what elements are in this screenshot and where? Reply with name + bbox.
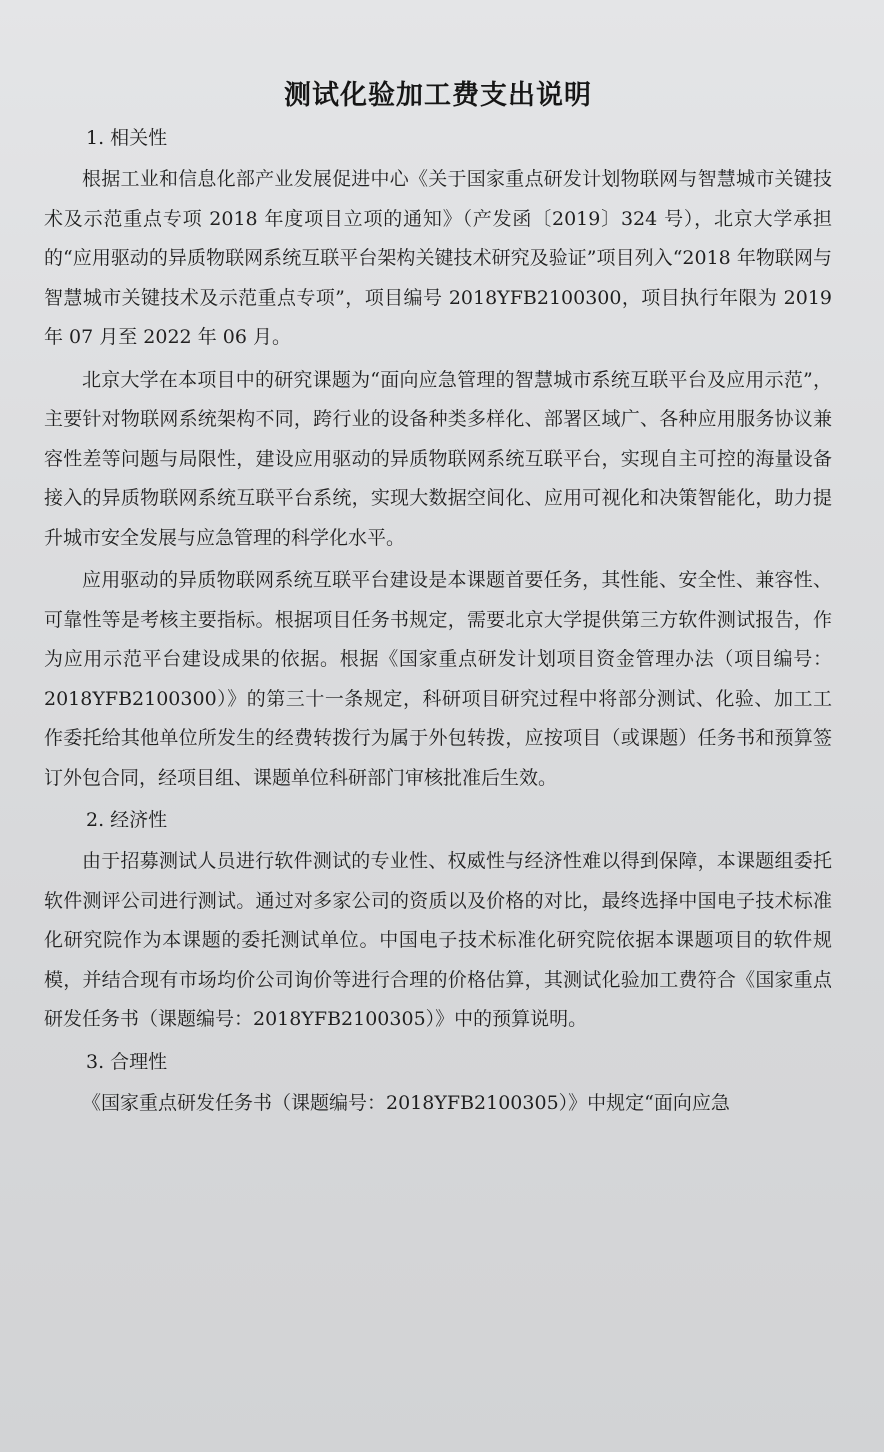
section-heading-rationality: 3. 合理性 (86, 1050, 168, 1073)
document-title: 测试化验加工费支出说明 (284, 80, 592, 111)
paragraph: 《国家重点研发任务书（课题编号：2018YFB2100305）》中规定“面向应急 (82, 1091, 730, 1114)
section-heading-relevance: 1. 相关性 (86, 127, 168, 149)
paragraph: 由于招募测试人员进行软件测试的专业性、权威性与经济性难以得到保障，本课题组委托软件测评公司进行测试。通过对多家公司的资质以及价格的对比，最终选择中国电子技术标准化研究院作为本课题的委托测试单位。中国电子技术标准化研究院依据本课题项目的软件规模，并结合现有市场均价公司询价等进行合理的价格估算，其测试化验加工费符合《国家重点研发任务书（课题编号：2018YFB2100305）》中的预算说明。 (44, 850, 832, 1030)
section-economy (44, 798, 832, 1040)
paragraph: 根据工业和信息化部产业发展促进中心《关于国家重点研发计划物联网与智慧城市关键技术及示范重点专项 2018 年度项目立项的通知》（产发函〔2019〕324 号），北京大学承担的“应用驱动的异质物联网系统互联平台架构关键技术研究及验证”项目列入“2018 年物联网与智慧城市关键技术及示范重点专项”，项目编号 2018YFB2100300，项目执行年限为 2019 年 07 月至 2022 年 06 月。 (44, 168, 832, 348)
section-rationality (44, 1040, 832, 1124)
section-relevance (44, 116, 832, 798)
section-heading-economy: 2. 经济性 (86, 809, 168, 831)
paragraph: 北京大学在本项目中的研究课题为“面向应急管理的智慧城市系统互联平台及应用示范”，主要针对物联网系统架构不同，跨行业的设备种类多样化、部署区域广、各种应用服务协议兼容性差等问题与局限性，建设应用驱动的异质物联网系统互联平台，实现自主可控的海量设备接入的异质物联网系统互联平台系统，实现大数据空间化、应用可视化和决策智能化，助力提升城市安全发展与应急管理的科学化水平。 (44, 368, 832, 549)
paragraph: 应用驱动的异质物联网系统互联平台建设是本课题首要任务，其性能、安全性、兼容性、可靠性等是考核主要指标。根据项目任务书规定，需要北京大学提供第三方软件测试报告，作为应用示范平台建设成果的依据。根据《国家重点研发计划项目资金管理办法（项目编号：2018YFB2100300）》的第三十一条规定，科研项目研究过程中将部分测试、化验、加工工作委托给其他单位所发生的经费转拨行为属于外包转拨，应按项目（或课题）任务书和预算签订外包合同，经项目组、课题单位科研部门审核批准后生效。 (44, 569, 832, 789)
